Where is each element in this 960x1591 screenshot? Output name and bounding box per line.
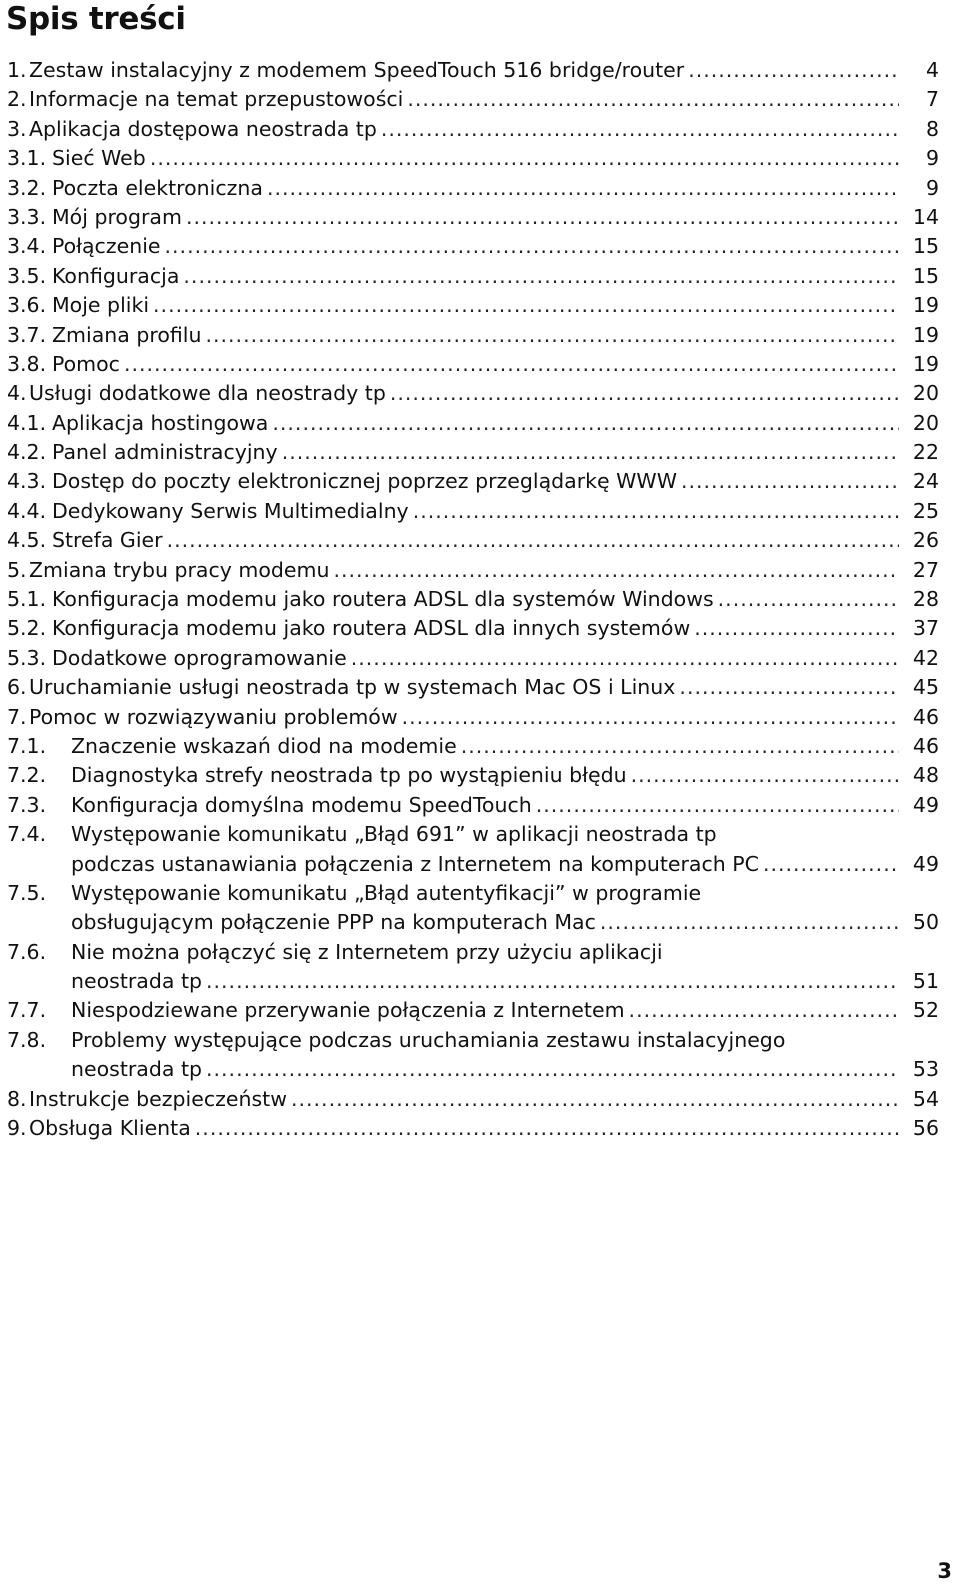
toc-entry-number: 7.2. bbox=[7, 763, 47, 788]
toc-entry[interactable] bbox=[7, 115, 939, 144]
toc-entry[interactable] bbox=[7, 497, 939, 526]
toc-entry-number: 3.2. bbox=[7, 175, 47, 200]
toc-entry-number: 7.4. bbox=[7, 822, 47, 847]
toc-entry-continuation[interactable] bbox=[7, 908, 939, 937]
toc-entry-number: 3.8. bbox=[7, 351, 47, 376]
toc-entry-number: 5. bbox=[7, 557, 27, 582]
toc-entry-label: Zmiana trybu pracy modemu bbox=[29, 557, 330, 582]
toc-entry[interactable] bbox=[7, 291, 939, 320]
toc-entry-label: Obsługa Klienta bbox=[29, 1116, 191, 1141]
toc-entry[interactable] bbox=[7, 938, 939, 967]
toc-entry[interactable] bbox=[7, 1026, 939, 1055]
toc-entry[interactable] bbox=[7, 467, 939, 496]
toc-entry-page: 8 bbox=[925, 116, 939, 141]
toc-leader-dots bbox=[688, 56, 899, 85]
toc-entry-number: 3.5. bbox=[7, 263, 47, 288]
toc-entry-page: 9 bbox=[925, 175, 939, 200]
toc-entry-page: 20 bbox=[912, 410, 939, 435]
toc-entry-page: 9 bbox=[925, 146, 939, 171]
toc-entry-number: 3.7. bbox=[7, 322, 47, 347]
toc-leader-dots bbox=[402, 703, 899, 732]
toc-entry-number: 4.2. bbox=[7, 440, 47, 465]
table-of-contents bbox=[7, 56, 939, 1143]
toc-entry-label: Występowanie komunikatu „Błąd autentyfikacji” w programie bbox=[71, 880, 702, 905]
toc-entry[interactable] bbox=[7, 350, 939, 379]
toc-entry-page: 19 bbox=[912, 322, 939, 347]
toc-entry-number: 6. bbox=[7, 675, 27, 700]
toc-entry-page: 24 bbox=[912, 469, 939, 494]
toc-entry[interactable] bbox=[7, 56, 939, 85]
toc-entry-label: Aplikacja hostingowa bbox=[52, 410, 269, 435]
toc-entry-page: 52 bbox=[912, 998, 939, 1023]
toc-leader-dots bbox=[186, 203, 899, 232]
toc-entry-page: 53 bbox=[912, 1057, 939, 1082]
toc-entry-number: 8. bbox=[7, 1086, 27, 1111]
toc-entry-label: Nie można połączyć się z Internetem przy użyciu aplikacji bbox=[71, 939, 663, 964]
toc-entry[interactable] bbox=[7, 585, 939, 614]
toc-entry-number: 4.1. bbox=[7, 410, 47, 435]
toc-entry-page: 49 bbox=[912, 851, 939, 876]
toc-entry-label: Pomoc w rozwiązywaniu problemów bbox=[29, 704, 398, 729]
toc-entry-page: 25 bbox=[912, 498, 939, 523]
toc-entry-label: Informacje na temat przepustowości bbox=[29, 87, 404, 112]
toc-entry-number: 4. bbox=[7, 381, 27, 406]
toc-leader-dots bbox=[600, 908, 899, 937]
toc-entry[interactable] bbox=[7, 732, 939, 761]
toc-entry-label: Występowanie komunikatu „Błąd 691” w aplikacji neostrada tp bbox=[71, 822, 717, 847]
toc-entry-label: Konfiguracja modemu jako routera ADSL dla innych systemów bbox=[52, 616, 691, 641]
toc-entry-label: Zestaw instalacyjny z modemem SpeedTouch 516 bridge/router bbox=[29, 57, 685, 82]
toc-entry-page: 15 bbox=[912, 263, 939, 288]
toc-entry[interactable] bbox=[7, 1085, 939, 1114]
toc-entry-label: Poczta elektroniczna bbox=[52, 175, 263, 200]
toc-entry-label: Problemy występujące podczas uruchamiania zestawu instalacyjnego bbox=[71, 1027, 786, 1052]
toc-entry[interactable] bbox=[7, 556, 939, 585]
toc-entry-page: 46 bbox=[912, 704, 939, 729]
toc-entry-number: 4.3. bbox=[7, 469, 47, 494]
toc-entry-number: 5.1. bbox=[7, 587, 47, 612]
toc-leader-dots bbox=[150, 144, 899, 173]
toc-entry-number: 7.1. bbox=[7, 733, 47, 758]
toc-entry-number: 4.5. bbox=[7, 528, 47, 553]
toc-leader-dots bbox=[536, 791, 899, 820]
toc-entry[interactable] bbox=[7, 761, 939, 790]
toc-leader-dots bbox=[681, 467, 899, 496]
toc-leader-dots bbox=[195, 1114, 899, 1143]
toc-leader-dots bbox=[272, 409, 899, 438]
toc-entry[interactable] bbox=[7, 791, 939, 820]
toc-leader-dots bbox=[153, 291, 899, 320]
page-title: Spis treści bbox=[6, 1, 186, 37]
toc-entry-label: Dedykowany Serwis Multimedialny bbox=[52, 498, 409, 523]
toc-entry[interactable] bbox=[7, 526, 939, 555]
toc-leader-dots bbox=[124, 350, 899, 379]
toc-entry[interactable] bbox=[7, 144, 939, 173]
toc-entry-page: 22 bbox=[912, 440, 939, 465]
toc-entry-page: 15 bbox=[912, 234, 939, 259]
toc-leader-dots bbox=[629, 996, 899, 1025]
toc-entry-page: 49 bbox=[912, 792, 939, 817]
toc-entry-number: 3.4. bbox=[7, 234, 47, 259]
toc-entry-page: 7 bbox=[925, 87, 939, 112]
toc-entry[interactable] bbox=[7, 614, 939, 643]
toc-leader-dots bbox=[381, 115, 899, 144]
toc-leader-dots bbox=[183, 262, 899, 291]
toc-leader-dots bbox=[282, 438, 899, 467]
toc-entry-label-line2: podczas ustanawiania połączenia z Internetem na komputerach PC bbox=[71, 851, 759, 876]
toc-entry-page: 19 bbox=[912, 351, 939, 376]
toc-entry-label: Konfiguracja modemu jako routera ADSL dla systemów Windows bbox=[52, 587, 714, 612]
toc-entry-number: 5.3. bbox=[7, 645, 47, 670]
toc-entry-label: Strefa Gier bbox=[52, 528, 163, 553]
toc-leader-dots bbox=[407, 85, 899, 114]
toc-leader-dots bbox=[718, 585, 899, 614]
toc-entry-number: 3. bbox=[7, 116, 27, 141]
toc-entry[interactable] bbox=[7, 879, 939, 908]
toc-leader-dots bbox=[167, 526, 899, 555]
toc-entry-page: 46 bbox=[912, 733, 939, 758]
toc-entry-label: Dostęp do poczty elektronicznej poprzez przeglądarkę WWW bbox=[52, 469, 677, 494]
toc-entry-continuation[interactable] bbox=[7, 850, 939, 879]
toc-entry[interactable] bbox=[7, 997, 939, 1026]
toc-entry[interactable] bbox=[7, 262, 939, 291]
toc-entry-number: 3.3. bbox=[7, 204, 47, 229]
toc-entry[interactable] bbox=[7, 321, 939, 350]
toc-entry-page: 50 bbox=[912, 910, 939, 935]
toc-leader-dots bbox=[165, 232, 899, 261]
toc-entry-number: 3.6. bbox=[7, 293, 47, 318]
toc-leader-dots bbox=[206, 967, 899, 996]
toc-entry-page: 45 bbox=[912, 675, 939, 700]
toc-entry-page: 27 bbox=[912, 557, 939, 582]
toc-entry-page: 26 bbox=[912, 528, 939, 553]
toc-entry-label-line2: neostrada tp bbox=[71, 969, 202, 994]
toc-entry-page: 37 bbox=[912, 616, 939, 641]
toc-entry[interactable] bbox=[7, 203, 939, 232]
toc-entry[interactable] bbox=[7, 174, 939, 203]
toc-entry-label: Zmiana profilu bbox=[52, 322, 202, 347]
toc-entry-label-line2: neostrada tp bbox=[71, 1057, 202, 1082]
toc-entry-label: Instrukcje bezpieczeństw bbox=[29, 1086, 287, 1111]
toc-entry-page: 54 bbox=[912, 1086, 939, 1111]
toc-leader-dots bbox=[205, 321, 899, 350]
toc-leader-dots bbox=[291, 1085, 899, 1114]
toc-entry-number: 7.7. bbox=[7, 998, 47, 1023]
toc-entry-number: 3.1. bbox=[7, 146, 47, 171]
toc-entry-label: Aplikacja dostępowa neostrada tp bbox=[29, 116, 377, 141]
toc-entry-page: 51 bbox=[912, 969, 939, 994]
toc-entry-page: 48 bbox=[912, 763, 939, 788]
toc-entry-label: Sieć Web bbox=[52, 146, 146, 171]
toc-entry[interactable] bbox=[7, 409, 939, 438]
toc-entry[interactable] bbox=[7, 379, 939, 408]
toc-entry-label: Panel administracyjny bbox=[52, 440, 278, 465]
toc-leader-dots bbox=[390, 379, 899, 408]
toc-entry-continuation[interactable] bbox=[7, 967, 939, 996]
toc-leader-dots bbox=[206, 1055, 899, 1084]
toc-leader-dots bbox=[694, 614, 899, 643]
toc-entry-label: Połączenie bbox=[52, 234, 161, 259]
toc-entry[interactable] bbox=[7, 673, 939, 702]
toc-entry-page: 4 bbox=[925, 57, 939, 82]
toc-entry-page: 42 bbox=[912, 645, 939, 670]
toc-entry[interactable] bbox=[7, 820, 939, 849]
toc-entry-number: 2. bbox=[7, 87, 27, 112]
toc-entry-label: Moje pliki bbox=[52, 293, 150, 318]
toc-entry-label-line2: obsługującym połączenie PPP na komputerach Mac bbox=[71, 910, 596, 935]
toc-entry-number: 7.5. bbox=[7, 880, 47, 905]
toc-entry-label: Usługi dodatkowe dla neostrady tp bbox=[29, 381, 386, 406]
toc-entry-page: 14 bbox=[912, 204, 939, 229]
toc-entry-label: Mój program bbox=[52, 204, 182, 229]
toc-entry-number: 7.6. bbox=[7, 939, 47, 964]
toc-entry[interactable] bbox=[7, 438, 939, 467]
toc-entry-page: 56 bbox=[912, 1116, 939, 1141]
toc-entry-label: Dodatkowe oprogramowanie bbox=[52, 645, 347, 670]
toc-leader-dots bbox=[267, 174, 899, 203]
page-number: 3 bbox=[937, 1559, 952, 1583]
toc-entry-continuation[interactable] bbox=[7, 1055, 939, 1084]
toc-entry-page: 19 bbox=[912, 293, 939, 318]
toc-leader-dots bbox=[413, 497, 899, 526]
toc-entry-label: Konfiguracja domyślna modemu SpeedTouch bbox=[71, 792, 532, 817]
toc-leader-dots bbox=[461, 732, 899, 761]
toc-entry[interactable] bbox=[7, 644, 939, 673]
toc-entry-label: Uruchamianie usługi neostrada tp w systemach Mac OS i Linux bbox=[29, 675, 676, 700]
toc-entry-number: 9. bbox=[7, 1116, 27, 1141]
toc-entry[interactable] bbox=[7, 85, 939, 114]
toc-entry-page: 28 bbox=[912, 587, 939, 612]
toc-entry-label: Znaczenie wskazań diod na modemie bbox=[71, 733, 457, 758]
toc-leader-dots bbox=[631, 761, 899, 790]
toc-entry-label: Konfiguracja bbox=[52, 263, 180, 288]
toc-entry-label: Diagnostyka strefy neostrada tp po wystąpieniu błędu bbox=[71, 763, 627, 788]
toc-entry-label: Niespodziewane przerywanie połączenia z Internetem bbox=[71, 998, 625, 1023]
toc-entry-number: 1. bbox=[7, 57, 27, 82]
toc-entry[interactable] bbox=[7, 703, 939, 732]
toc-leader-dots bbox=[351, 644, 899, 673]
toc-entry-label: Pomoc bbox=[52, 351, 120, 376]
toc-entry[interactable] bbox=[7, 232, 939, 261]
toc-entry-number: 7. bbox=[7, 704, 27, 729]
toc-entry-number: 4.4. bbox=[7, 498, 47, 523]
toc-entry-page: 20 bbox=[912, 381, 939, 406]
toc-entry-number: 5.2. bbox=[7, 616, 47, 641]
toc-entry-number: 7.3. bbox=[7, 792, 47, 817]
toc-entry-number: 7.8. bbox=[7, 1027, 47, 1052]
toc-leader-dots bbox=[763, 850, 899, 879]
toc-leader-dots bbox=[333, 556, 899, 585]
toc-leader-dots bbox=[679, 673, 899, 702]
toc-entry[interactable] bbox=[7, 1114, 939, 1143]
